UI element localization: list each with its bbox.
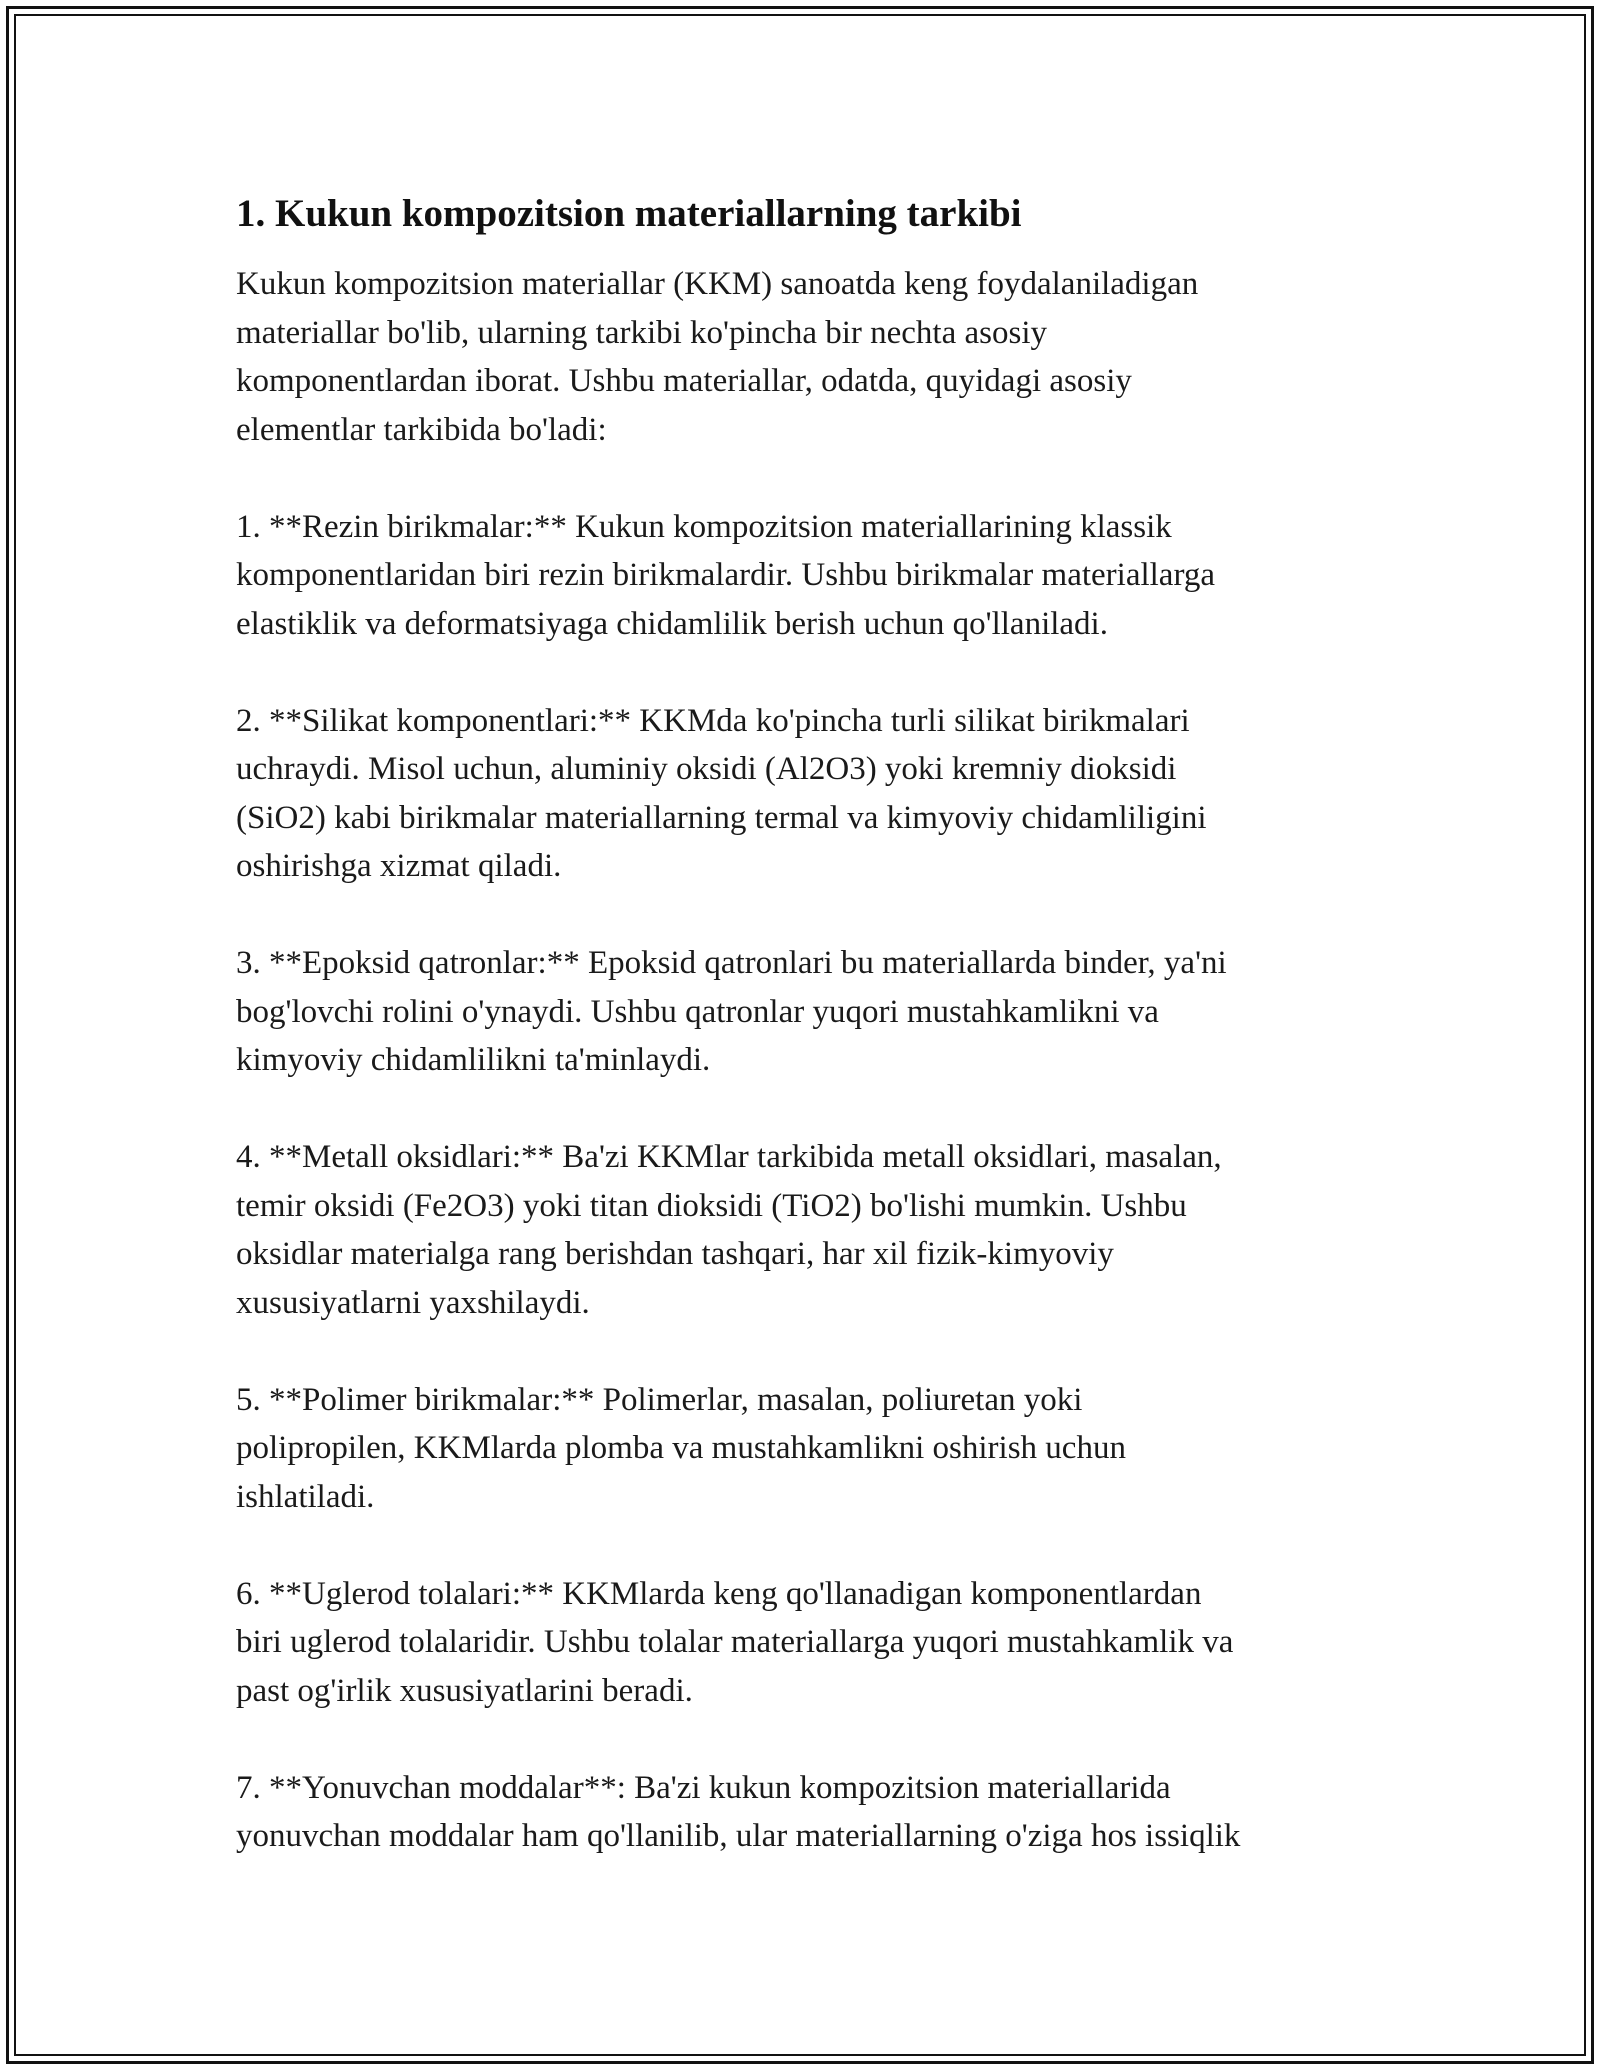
- text-line: uchraydi. Misol uchun, aluminiy oksidi (Al2O3) yoki kremniy dioksidi: [236, 751, 1177, 787]
- text-line: 3. **Epoksid qatronlar:** Epoksid qatronlari bu materiallarda binder, ya'ni: [236, 945, 1227, 981]
- list-item-polimer-birikmalar: [236, 1376, 1386, 1522]
- text-line: Kukun kompozitsion materiallar (KKM) sanoatda keng foydalaniladigan: [236, 266, 1199, 302]
- text-line: 7. **Yonuvchan moddalar**: Ba'zi kukun kompozitsion materiallarida: [236, 1769, 1171, 1806]
- text-line: oshirishga xizmat qiladi.: [236, 848, 562, 884]
- document-body: [236, 186, 1386, 1909]
- text-line: past og'irlik xususiyatlarini beradi.: [236, 1672, 693, 1709]
- text-line: komponentlardan iborat. Ushbu materiallar, odatda, quyidagi asosiy: [236, 363, 1132, 399]
- text-line: 2. **Silikat komponentlari:** KKMda ko'pincha turli silikat birikmalari: [236, 702, 1190, 739]
- text-line: temir oksidi (Fe2O3) yoki titan dioksidi (TiO2) bo'lishi mumkin. Ushbu: [236, 1187, 1187, 1224]
- text-line: 4. **Metall oksidlari:** Ba'zi KKMlar tarkibida metall oksidlari, masalan,: [236, 1139, 1222, 1175]
- text-line: 6. **Uglerod tolalari:** KKMlarda keng qo'llanadigan komponentlardan: [236, 1575, 1202, 1612]
- list-item-silikat-komponentlari: [236, 697, 1386, 891]
- list-item-uglerod-tolalari: [236, 1570, 1386, 1716]
- list-item-epoksid-qatronlar: [236, 939, 1386, 1085]
- text-line: ishlatiladi.: [236, 1478, 375, 1515]
- text-line: 1. **Rezin birikmalar:** Kukun kompozitsion materiallarining klassik: [236, 508, 1172, 545]
- section-heading: 1. Kukun kompozitsion materiallarning tarkibi: [236, 192, 1022, 235]
- text-line: polipropilen, KKMlarda plomba va mustahkamlikni oshirish uchun: [236, 1430, 1126, 1466]
- text-line: bog'lovchi rolini o'ynaydi. Ushbu qatronlar yuqori mustahkamlikni va: [236, 993, 1159, 1030]
- intro-paragraph: [236, 260, 1386, 454]
- text-line: (SiO2) kabi birikmalar materiallarning termal va kimyoviy chidamliligini: [236, 799, 1207, 836]
- text-line: elastiklik va deformatsiyaga chidamlilik berish uchun qo'llaniladi.: [236, 605, 1108, 642]
- list-item-rezin-birikmalar: [236, 503, 1386, 649]
- list-item-yonuvchan-moddalar: [236, 1764, 1386, 1861]
- text-line: oksidlar materialga rang berishdan tashqari, har xil fizik-kimyoviy: [236, 1236, 1114, 1272]
- text-line: biri uglerod tolalaridir. Ushbu tolalar materiallarga yuqori mustahkamlik va: [236, 1624, 1234, 1660]
- text-line: elementlar tarkibida bo'ladi:: [236, 411, 607, 448]
- text-line: kimyoviy chidamlilikni ta'minlaydi.: [236, 1042, 711, 1078]
- text-line: 5. **Polimer birikmalar:** Polimerlar, masalan, poliuretan yoki: [236, 1381, 1083, 1418]
- list-item-metall-oksidlari: [236, 1133, 1386, 1327]
- text-line: materiallar bo'lib, ularning tarkibi ko'pincha bir nechta asosiy: [236, 314, 1047, 351]
- text-line: yonuvchan moddalar ham qo'llanilib, ular materiallarning o'ziga hos issiqlik: [236, 1818, 1241, 1854]
- text-line: komponentlaridan biri rezin birikmalardir. Ushbu birikmalar materiallarga: [236, 557, 1215, 593]
- text-line: xususiyatlarni yaxshilaydi.: [236, 1284, 590, 1321]
